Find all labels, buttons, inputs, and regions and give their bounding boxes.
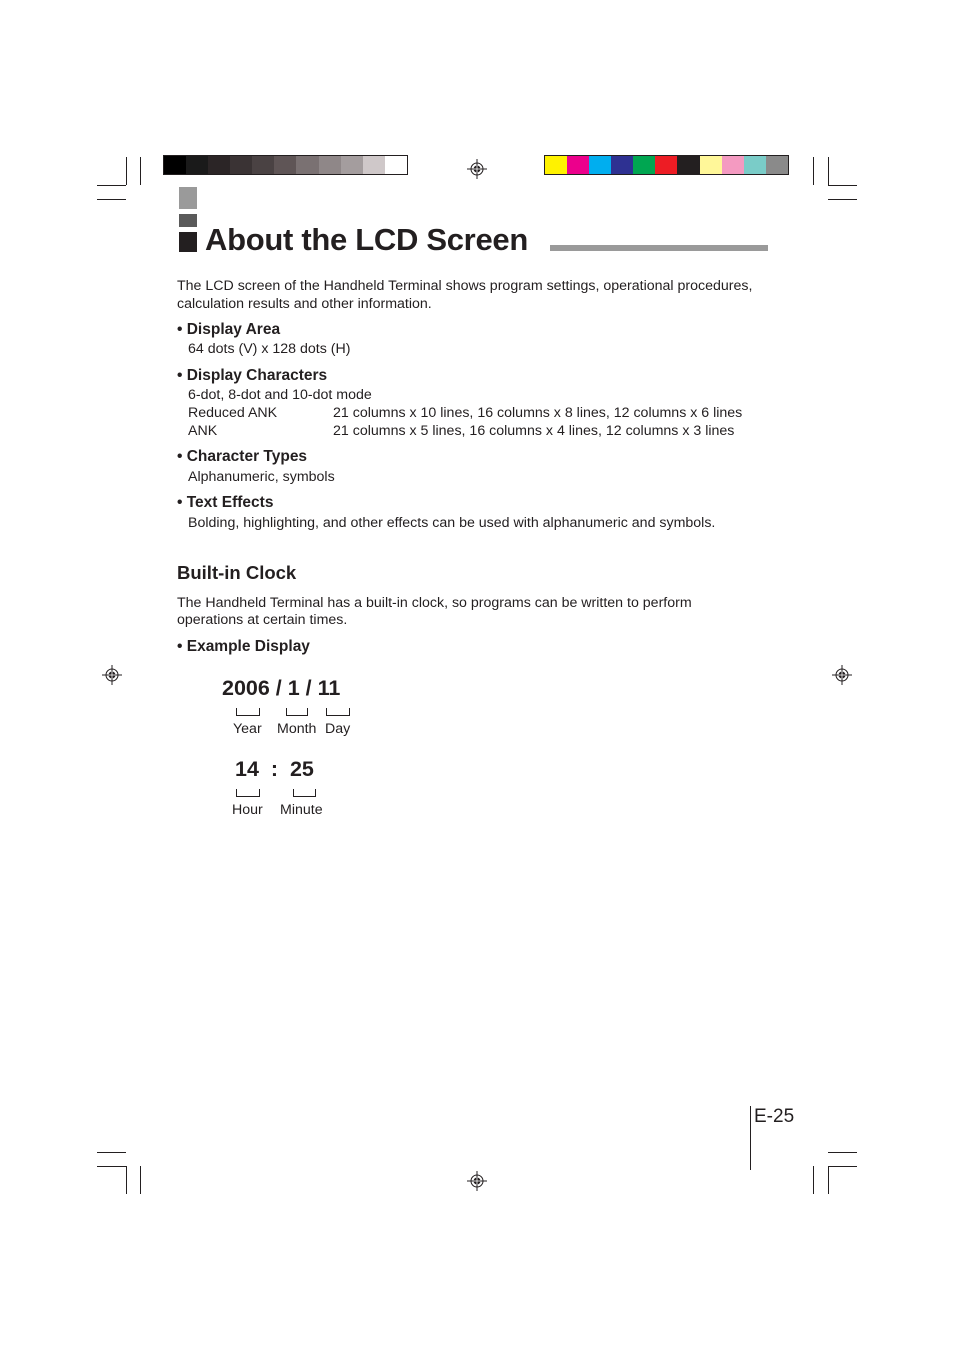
crop-mark xyxy=(828,199,857,200)
crop-mark xyxy=(828,157,829,185)
crop-mark xyxy=(97,199,126,200)
crop-mark xyxy=(813,157,814,185)
page-number-rule xyxy=(750,1106,751,1170)
color-swatch xyxy=(611,156,633,174)
crop-mark xyxy=(97,1166,126,1167)
color-swatch xyxy=(363,156,385,174)
crop-mark xyxy=(813,1166,814,1194)
color-swatch xyxy=(274,156,296,174)
color-swatch xyxy=(677,156,699,174)
display-characters-heading: • Display Characters xyxy=(177,367,328,384)
month-label: Month xyxy=(277,721,317,737)
crop-mark xyxy=(140,157,141,185)
color-swatch xyxy=(164,156,186,174)
page-number: E-25 xyxy=(754,1106,795,1127)
crop-mark xyxy=(828,1152,857,1153)
intro-line-1: The LCD screen of the Handheld Terminal shows program settings, operational procedures, xyxy=(177,278,753,294)
row-value: 21 columns x 5 lines, 16 columns x 4 lines, 12 columns x 3 lines xyxy=(333,423,735,439)
crop-mark xyxy=(97,1152,126,1153)
color-swatch xyxy=(341,156,363,174)
crop-mark xyxy=(828,185,857,186)
grayscale-calibration-bar xyxy=(163,155,408,175)
registration-mark-icon xyxy=(467,159,487,179)
crop-mark xyxy=(828,1166,829,1194)
display-area-value: 64 dots (V) x 128 dots (H) xyxy=(188,341,351,357)
hour-bracket xyxy=(236,789,260,797)
year-bracket xyxy=(236,708,260,716)
text-effects-heading: • Text Effects xyxy=(177,494,274,511)
character-types-value: Alphanumeric, symbols xyxy=(188,469,335,485)
title-decoration-block xyxy=(179,214,197,227)
day-label: Day xyxy=(325,721,351,737)
color-swatch xyxy=(208,156,230,174)
clock-heading: Built-in Clock xyxy=(177,562,297,583)
color-swatch xyxy=(545,156,567,174)
display-area-heading: • Display Area xyxy=(177,321,281,338)
row-label: Reduced ANK xyxy=(188,405,278,421)
character-types-heading: • Character Types xyxy=(177,448,308,465)
text-effects-value: Bolding, highlighting, and other effects can be used with alphanumeric and symbols. xyxy=(188,515,716,531)
crop-mark xyxy=(126,1166,127,1194)
color-swatch xyxy=(385,156,407,174)
crop-mark xyxy=(97,185,126,186)
color-swatch xyxy=(252,156,274,174)
color-swatch xyxy=(700,156,722,174)
year-label: Year xyxy=(233,721,262,737)
minute-bracket xyxy=(293,789,316,797)
crop-mark xyxy=(828,1166,857,1167)
color-swatch xyxy=(230,156,252,174)
color-swatch xyxy=(567,156,589,174)
title-decoration-block xyxy=(179,187,197,209)
minute-label: Minute xyxy=(280,802,323,818)
hour-label: Hour xyxy=(232,802,263,818)
clock-description-line-1: The Handheld Terminal has a built-in clock, so programs can be written to perform xyxy=(177,595,692,611)
color-swatch xyxy=(744,156,766,174)
color-swatch xyxy=(722,156,744,174)
day-bracket xyxy=(326,708,350,716)
color-swatch xyxy=(589,156,611,174)
date-display: 2006 / 1 / 11 xyxy=(222,676,341,700)
registration-mark-icon xyxy=(102,665,122,685)
row-value: 21 columns x 10 lines, 16 columns x 8 lines, 12 columns x 6 lines xyxy=(333,405,743,421)
color-swatch xyxy=(633,156,655,174)
title-decoration-block xyxy=(179,232,197,252)
title-rule xyxy=(550,245,768,251)
color-swatch xyxy=(296,156,318,174)
registration-mark-icon xyxy=(832,665,852,685)
color-swatch xyxy=(766,156,788,174)
crop-mark xyxy=(140,1166,141,1194)
color-swatch xyxy=(186,156,208,174)
intro-line-2: calculation results and other information. xyxy=(177,296,432,312)
color-swatch xyxy=(319,156,341,174)
registration-mark-icon xyxy=(467,1171,487,1191)
display-characters-mode: 6-dot, 8-dot and 10-dot mode xyxy=(188,387,372,403)
color-calibration-bar xyxy=(544,155,789,175)
crop-mark xyxy=(126,157,127,185)
month-bracket xyxy=(286,708,308,716)
color-swatch xyxy=(655,156,677,174)
clock-description-line-2: operations at certain times. xyxy=(177,612,348,628)
row-label: ANK xyxy=(188,423,218,439)
time-display: 14 : 25 xyxy=(235,757,314,781)
example-display-heading: • Example Display xyxy=(177,638,310,655)
page-title: About the LCD Screen xyxy=(205,222,528,257)
